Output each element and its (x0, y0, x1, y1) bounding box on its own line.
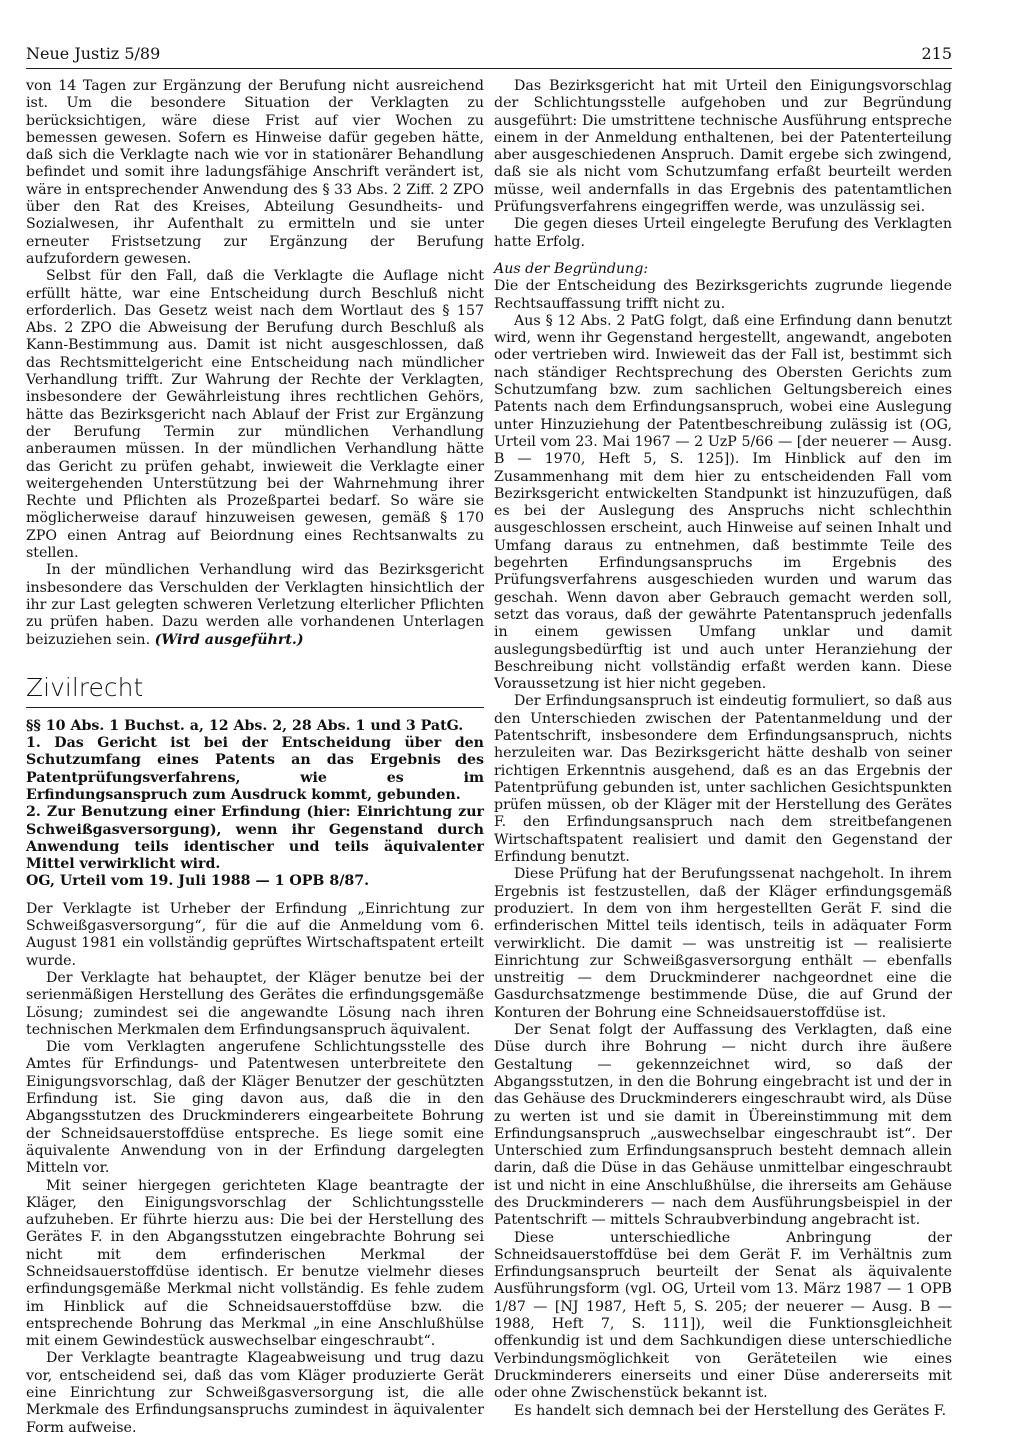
paragraph: Die gegen dieses Urteil eingelegte Berufung des Verklagten hatte Erfolg. (494, 216, 952, 250)
paragraph: Der Senat folgt der Auffassung des Verklagten, daß eine Düse durch ihre Bohrung — nicht durch ihre äußere Gestaltung — gekennzeichnet wird, so daß der Abgangsstutzen, in den die Bohrung eingebracht ist und der in das Gehäuse des Druckminderers eingeschraubt wird, als Düse zu werten ist und sie damit in Übereinstimmung mit dem Erfindungsanspruch „auswechselbar eingeschraubt ist“. Der Unterschied zum Erfindungsanspruch besteht demnach allein darin, daß die Düse in das Gehäuse unmittelbar eingeschraubt ist und nicht in eine Anschlußhülse, die ihrerseits am Gehäuse des Druckminderers — nach dem Ausführungsbeispiel in der Patentschrift — mittels Schraubverbindung angebracht ist. (494, 1022, 952, 1229)
headnote-2: 2. Zur Benutzung einer Erfindung (hier: Einrichtung zur Schweißgasversorgung), wenn ihr Gegenstand durch Anwendung teils identischer und teils äquivalenter Mittel verwirklicht wird. (26, 804, 484, 873)
section-title: Zivilrecht (26, 673, 484, 708)
paragraph: Aus § 12 Abs. 2 PatG folgt, daß eine Erfindung dann benutzt wird, wenn ihr Gegenstand hergestellt, angewandt, angeboten oder vertrieben wird. Inwieweit das der Fall ist, bestimmt sich nach ständiger Rechtsprechung des Obersten Gerichts zum Schutzumfang bzw. zum sachlichen Geltungsbereich eines Patents nach dem Erfindungsanspruch, wobei eine Auslegung unter Hinzuziehung der Patentbeschreibung zulässig ist (OG, Urteil vom 23. Mai 1967 — 2 UzP 5/66 — [der neuerer — Ausg. B — 1970, Heft 5, S. 125]). Im Hinblick auf den im Zusammenhang mit dem hier zu entscheidenden Fall vom Bezirksgericht entwickelten Standpunkt ist hinzuzufügen, daß es bei der Auslegung des Anspruchs nicht schlechthin ausgeschlossen erscheint, auch Hinweise auf seinen Inhalt und Umfang daraus zu entnehmen, daß bestimmte Teile des begehrten Erfindungsanspruchs im Ergebnis des Prüfungsverfahrens ausgeschieden wurden und warum das geschah. Wenn davon aber Gebrauch gemacht werden soll, setzt das voraus, daß der gewährte Patentanspruch jedenfalls in einem gewissen Umfang unklar und damit auslegungsbedürftig ist und auch unter Heranziehung der Beschreibung nicht vollständig erfaßt werden kann. Diese Voraussetzung ist hier nicht gegeben. (494, 312, 952, 693)
paragraph: Der Verklagte hat behauptet, der Kläger benutze bei der serienmäßigen Herstellung des Gerätes die erfindungsgemäße Lösung; zumindest sei die angewandte Lösung nach ihren technischen Merkmalen dem Erfindungsanspruch äquivalent. (26, 969, 484, 1038)
paragraph: Die vom Verklagten angerufene Schlichtungsstelle des Amtes für Erfindungs- und Patentwesen unterbreitete den Einigungsvorschlag, daß der Kläger Benutzer der geschützten Erfindung ist. Sie ging davon aus, daß die in den Abgangsstutzen des Druckminderers eingearbeitete Bohrung der Schneidsauerstoffdüse entspreche. Es liege somit eine äquivalente Anwendung von in der Erfindung dargelegten Mitteln vor. (26, 1039, 484, 1177)
page-header (26, 44, 952, 66)
paragraph: Diese Prüfung hat der Berufungssenat nachgeholt. In ihrem Ergebnis ist festzustellen, daß der Kläger erfindungsgemäß produziert. In dem von ihm hergestellten Gerät F. sind die erfinderischen Mittel teils identisch, teils in adäquater Form verwirklicht. Die damit — was unstreitig ist — realisierte Einrichtung zur Schweißgasversorgung enthält — ebenfalls unstreitig — dem Druckminderer nachgeordnet eine die Gasdurchsatzmenge bestimmende Düse, die auf Grund der Konturen der Bohrung eine Schneidsauerstoffdüse ist. (494, 866, 952, 1021)
right-column (494, 78, 952, 1420)
headnote-1: 1. Das Gericht ist bei der Entscheidung über den Schutzumfang eines Patents an das Ergebnis des Patentprüfungsverfahrens, wie es im Erfindungsanspruch zum Ausdruck kommt, gebunden. (26, 735, 484, 803)
statute-reference: §§ 10 Abs. 1 Buchst. a, 12 Abs. 2, 28 Abs. 1 und 3 PatG. (26, 717, 464, 734)
header-rule (26, 68, 952, 69)
paragraph: Mit seiner hiergegen gerichteten Klage beantragte der Kläger, den Einigungsvorschlag der Schlichtungsstelle aufzuheben. Er führte hierzu aus: Die bei der Herstellung des Gerätes F. in den Abgangsstutzen eingebrachte Bohrung sei nicht mit dem erfinderischen Merkmal der Schneidsauerstoffdüse identisch. Er benutze vielmehr dieses erfindungsgemäße Merkmal nicht vollständig. Es fehle zudem im Hinblick auf die Schneidsauerstoffdüse bzw. die entsprechende Bohrung das Merkmal „in eine Anschlußhülse mit einem Gewindestück auswechselbar eingeschraubt“. (26, 1177, 484, 1350)
left-column (26, 78, 484, 1437)
journal-title: Neue Justiz 5/89 (26, 44, 161, 63)
paragraph: Der Verklagte ist Urheber der Erfindung „Einrichtung zur Schweißgasversorgung“, für die auf die Anmeldung vom 6. August 1981 ein vollständig geprüftes Wirtschaftspatent erteilt wurde. (26, 900, 484, 969)
paragraph: Der Erfindungsanspruch ist eindeutig formuliert, so daß aus den Unterschieden zwischen der Patentanmeldung und der Patentschrift, insbesondere dem Erfindungsanspruch, nichts herzuleiten war. Das Bezirksgericht hätte deshalb von seiner richtigen Erkenntnis ausgehend, daß es an das Ergebnis der Patentprüfung gebunden ist, unter sachlichen Gesichtspunkten prüfen müssen, ob der Kläger mit der Herstellung des Gerätes F. den Erfindungsanspruch nach dem streitbefangenen Wirtschaftspatent realisiert und damit den Gegenstand der Erfindung benutzt. (494, 693, 952, 866)
paragraph: Diese unterschiedliche Anbringung der Schneidsauerstoffdüse bei dem Gerät F. im Verhältnis zum Erfindungsanspruch beurteilt der Senat als äquivalente Ausführungsform (vgl. OG, Urteil vom 13. März 1987 — 1 OPB 1/87 — [NJ 1987, Heft 5, S. 205; der neuerer — Ausg. B — 1988, Heft 7, S. 111]), weil die Funktionsgleichheit offenkundig ist und dem Sachkundigen diese unterschiedliche Verbindungsmöglichkeit von Geräteteilen wie eines Druckminderers einerseits und einer Düse andererseits mit oder ohne Zwischenstück bekannt ist. (494, 1229, 952, 1402)
decision-citation: OG, Urteil vom 19. Juli 1988 — 1 OPB 8/87. (26, 873, 370, 890)
paragraph: Die der Entscheidung des Bezirksgerichts zugrunde liegende Rechtsauffassung trifft nicht zu. (494, 278, 952, 312)
paragraph: von 14 Tagen zur Ergänzung der Berufung nicht ausreichend ist. Um die besondere Situation der Verklagten zu berücksichtigen, wäre diese Frist auf vier Wochen zu bemessen gewesen. Sofern es Hinweise dafür gegeben hätte, daß sich die Verklagte nach wie vor in stationärer Behandlung befindet und somit ihre ladungsfähige Anschrift verändert ist, wäre in entsprechender Anwendung des § 33 Abs. 2 Ziff. 2 ZPO über den Rat des Kreises, Abteilung Gesundheits- und Sozialwesen, ihr Aufenthalt zu ermitteln und sie unter erneuter Fristsetzung zur Ergänzung der Berufung aufzufordern gewesen. (26, 78, 484, 267)
paragraph-text: In der mündlichen Verhandlung wird das Bezirksgericht insbesondere das Verschulden der Verklagten hinsichtlich der ihr zur Last gelegten schweren Verletzung elterlicher Pflichten zu prüfen haben. Dazu werden alle vorhandenen Unterlagen beizuziehen sein. (26, 562, 484, 648)
paragraph: Es handelt sich demnach bei der Herstellung des Gerätes F. (514, 1402, 947, 1419)
continued-note: (Wird ausgeführt.) (154, 631, 304, 648)
page-number: 215 (921, 44, 952, 63)
paragraph: Selbst für den Fall, daß die Verklagte die Auflage nicht erfüllt hätte, war eine Entscheidung durch Beschluß nicht erforderlich. Das Gesetz weist nach dem Wortlaut des § 157 Abs. 2 ZPO die Abweisung der Berufung durch Beschluß als Kann-Bestimmung aus. Damit ist nicht ausgeschlossen, daß das Rechtsmittelgericht eine Entscheidung nach mündlicher Verhandlung trifft. Zur Wahrung der Rechte der Verklagten, insbesondere der Gewährleistung ihres rechtlichen Gehörs, hätte das Bezirksgericht nach Ablauf der Frist zur Ergänzung der Berufung Termin zur mündlichen Verhandlung anberaumen müssen. In der mündlichen Verhandlung hätte das Gericht zu prüfen gehabt, inwieweit die Verklagte einer weitergehenden Unterstützung bei der Wahrnehmung ihrer Rechte und Pflichten als Prozeßpartei bedarf. So wäre sie möglicherweise darauf hinzuweisen gewesen, gemäß § 170 ZPO einen Antrag auf Beiordnung eines Rechtsanwalts zu stellen. (26, 268, 484, 562)
paragraph: Das Bezirksgericht hat mit Urteil den Einigungsvorschlag der Schlichtungsstelle aufgehoben und zur Begründung ausgeführt: Die umstrittene technische Ausführung entspreche einem in der Anmeldung enthaltenen, bei der Patenterteilung aber ausgeschiedenen Anspruch. Damit ergebe sich zwingend, daß sie als nicht vom Schutzumfang erfaßt beurteilt werden müsse, weil andernfalls in das Ergebnis des patentamtlichen Prüfungsverfahrens eingegriffen werde, was unzulässig sei. (494, 78, 952, 216)
paragraph: Der Verklagte beantragte Klageabweisung und trug dazu vor, entscheidend sei, daß das vom Kläger produzierte Gerät eine Einrichtung zur Schweißgasversorgung ist, die alle Merkmale des Erfindungsanspruchs zumindest in äquivalenter Form aufweise. (26, 1350, 484, 1436)
reasons-heading: Aus der Begründung: (494, 260, 649, 277)
paragraph (26, 562, 484, 648)
